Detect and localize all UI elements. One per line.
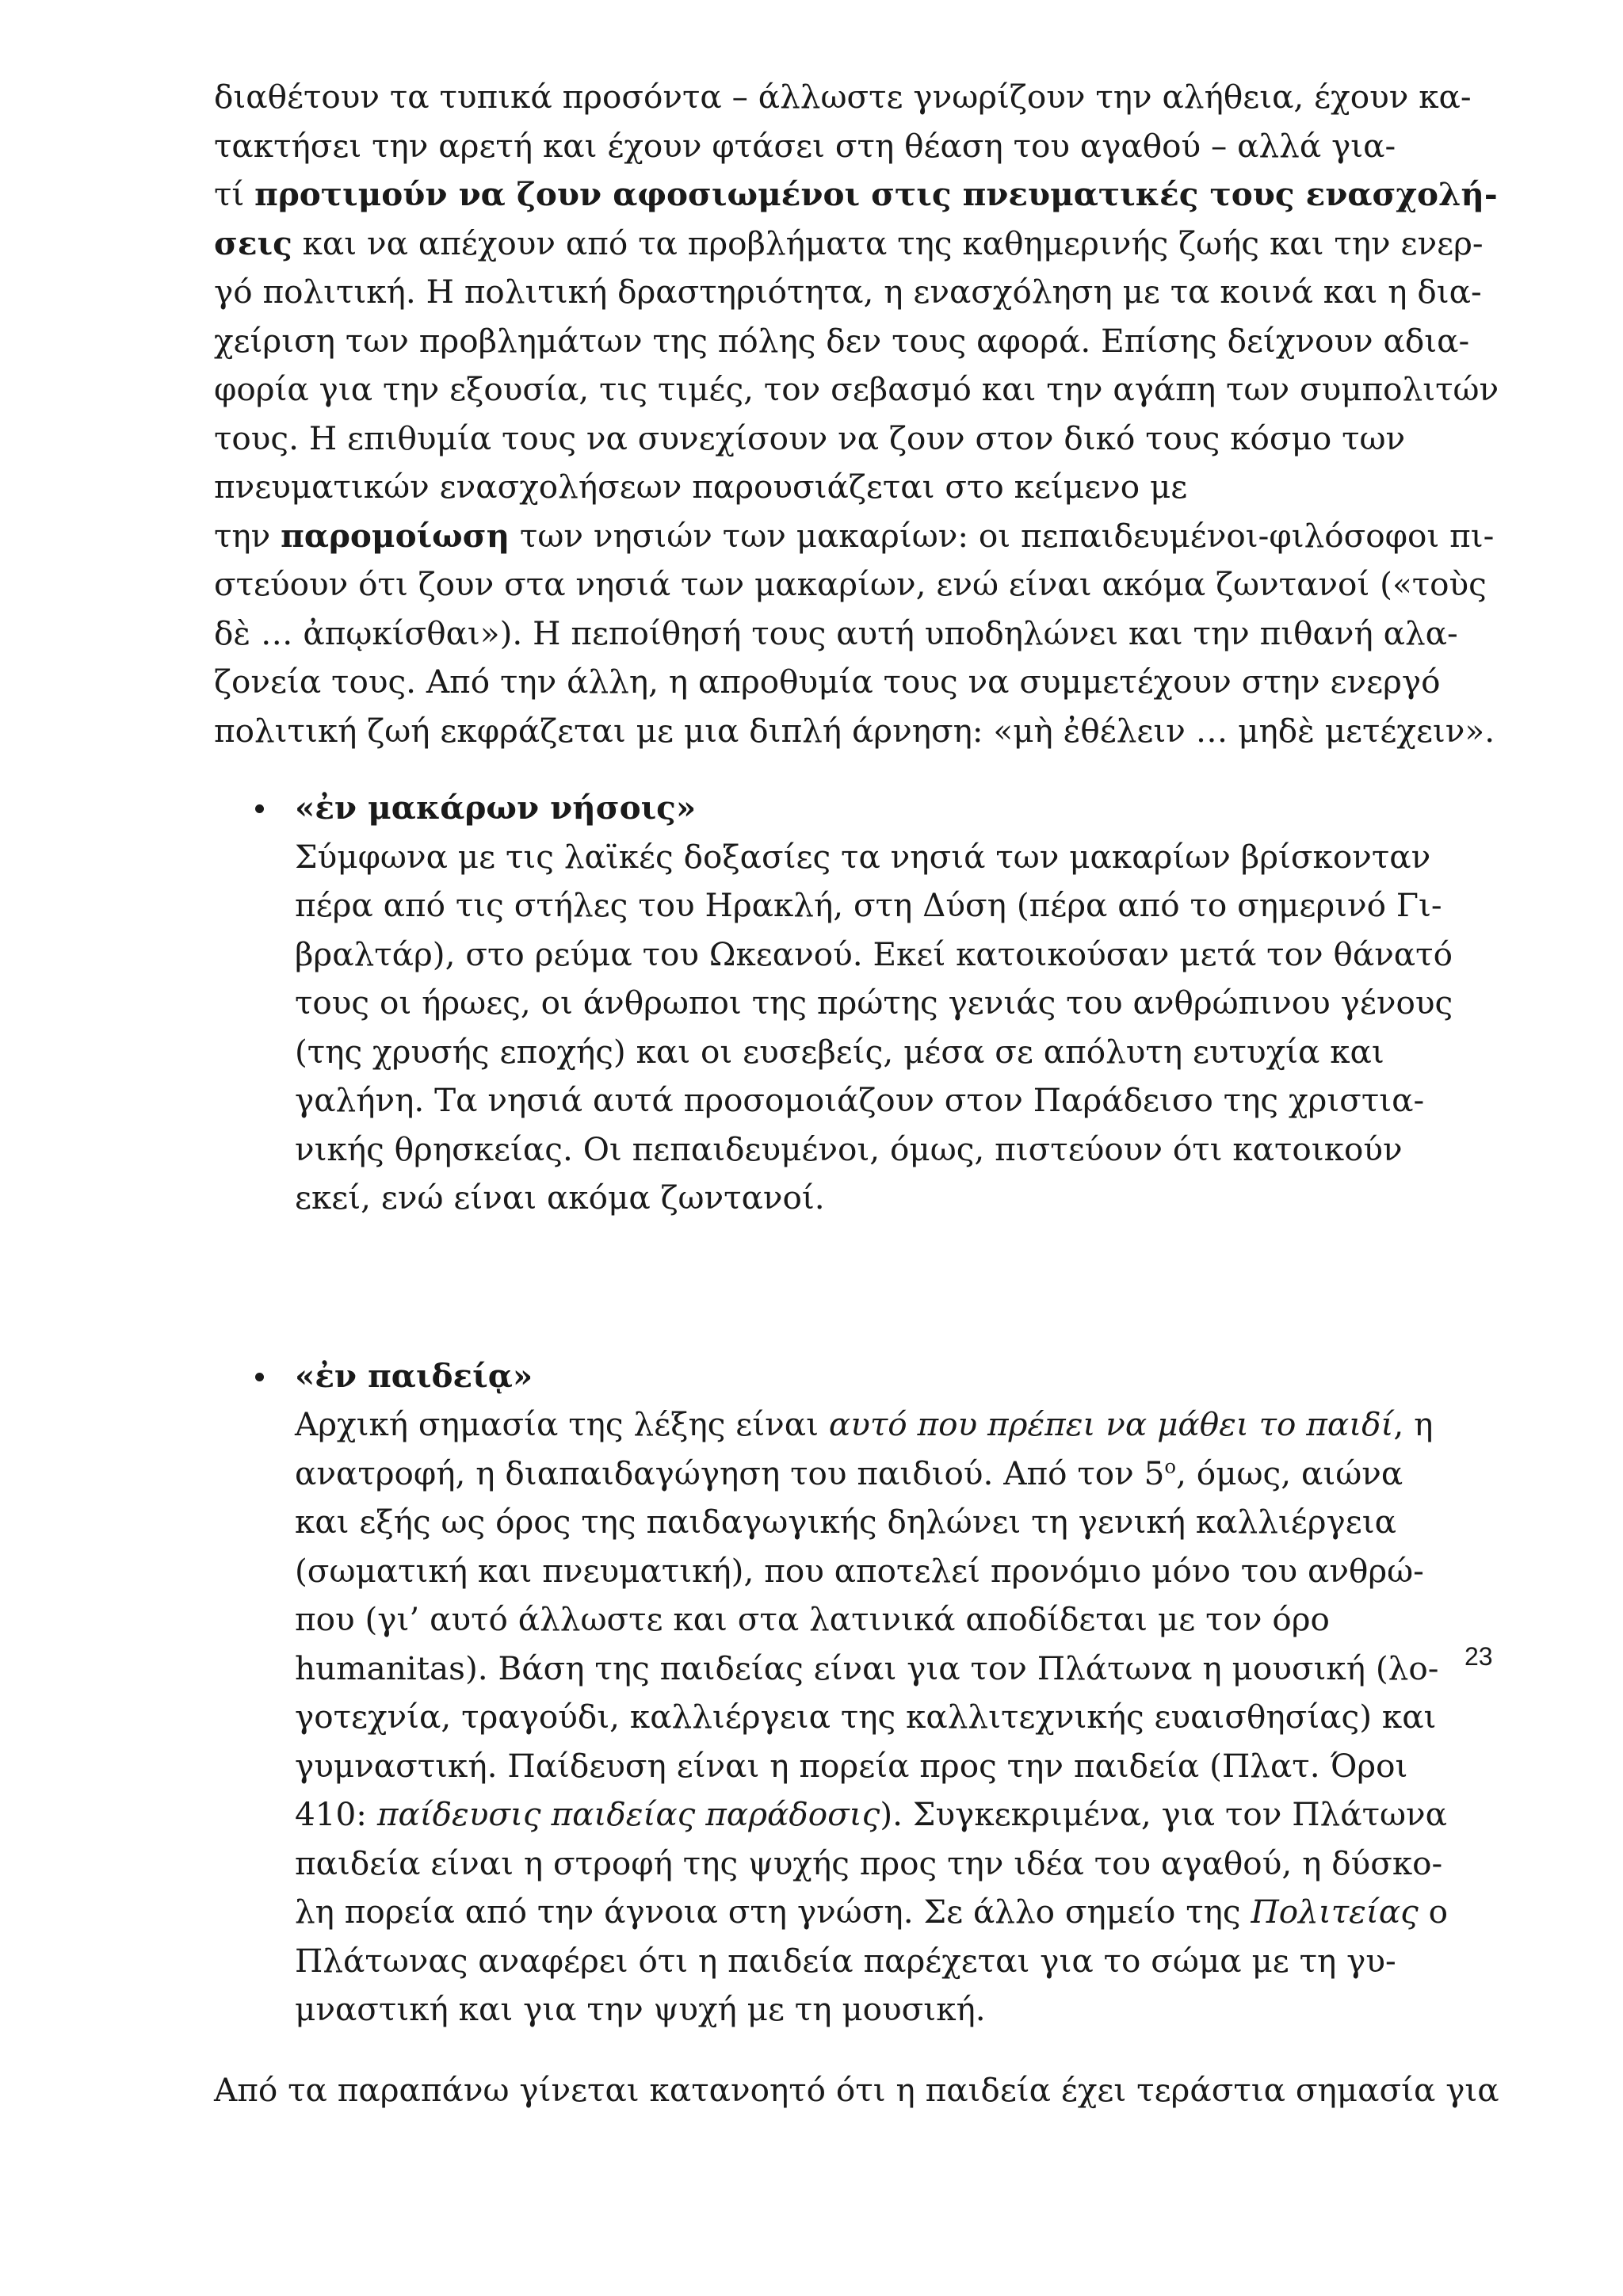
text-line: βραλτάρ), στο ρεύμα του Ωκεανού. Εκεί κατοικούσαν μετά τον θάνατό <box>295 934 1453 973</box>
bullet-heading <box>214 784 1490 833</box>
text-line: γό πολιτική. Η πολιτική δραστηριότητα, η ενασχόληση με τα κοινά και η δια- <box>214 273 1482 311</box>
text-span: ανατροφή, η διαπαιδαγώγηση του παιδιού. Από τον 5 <box>295 1454 1165 1492</box>
text-line: (της χρυσής εποχής) και οι ευσεβείς, μέσα σε απόλυτη ευτυχία και <box>295 1032 1384 1071</box>
text-line: που (γι’ αυτό άλλωστε και στα λατινικά αποδίδεται με τον όρο <box>295 1600 1330 1638</box>
text-line <box>214 220 1490 269</box>
paragraph-closing <box>214 2066 1499 2115</box>
text-line: μναστική και για την ψυχή με τη μουσική. <box>295 1990 986 2028</box>
text-span: και να απέχουν από τα προβλήματα της καθημερινής ζωής και την ενερ- <box>292 223 1484 262</box>
text-line: πνευματικών ενασχολήσεων παρουσιάζεται στο κείμενο με <box>214 468 1188 506</box>
text-line: Από τα παραπάνω γίνεται κατανοητό ότι η παιδεία έχει τεράστια σημασία για <box>214 2070 1499 2109</box>
text-line: ζονεία τους. Από την άλλη, η απροθυμία τους να συμμετέχουν στην ενεργό <box>214 663 1441 701</box>
bullet-makaron-nisois <box>214 784 1490 1223</box>
text-line: (σωματική και πνευματική), που αποτελεί προνόμιο μόνο του ανθρώ- <box>295 1551 1424 1590</box>
text-line: εκεί, ενώ είναι ακόμα ζωντανοί. <box>295 1179 825 1217</box>
bold-term-paromoiosi: παρομοίωση <box>281 516 510 555</box>
text-line: χείριση των προβλημάτων της πόλης δεν τους αφορά. Επίσης δείχνουν αδια- <box>214 321 1470 360</box>
text-line <box>214 1400 1490 1450</box>
text-line: φορία για την εξουσία, τις τιμές, τον σεβασμό και την αγάπη των συμπολιτών <box>214 370 1499 408</box>
text-line: γυμναστική. Παίδευση είναι η πορεία προς την παιδεία (Πλατ. Όροι <box>295 1746 1408 1785</box>
text-line <box>214 1450 1490 1499</box>
bullet-heading-text: «ἐν μακάρων νήσοις» <box>295 789 697 827</box>
page-number: 23 <box>1465 1642 1493 1671</box>
text-line: Σύμφωνα με τις λαϊκές δοξασίες τα νησιά των μακαρίων βρίσκονταν <box>295 837 1431 876</box>
text-line: πέρα από τις στήλες του Ηρακλή, στη Δύση (πέρα από το σημερινό Γι- <box>295 886 1442 924</box>
bold-phrase: σεις <box>214 223 292 262</box>
bold-phrase: προτιμούν να ζουν αφοσιωμένοι στις πνευματικές τους ενασχολή- <box>254 175 1498 213</box>
text-span: λη πορεία από την άγνοια στη γνώση. Σε άλλο σημείο της <box>295 1893 1251 1931</box>
text-span: την <box>214 516 281 555</box>
text-line: τους. Η επιθυμία τους να συνεχίσουν να ζουν στον δικό τους κόσμο των <box>214 418 1406 457</box>
text-span: των νησιών των μακαρίων: οι πεπαιδευμένοι-φιλόσοφοι πι- <box>510 516 1495 555</box>
text-line <box>214 170 1498 220</box>
document-body <box>214 73 1499 2115</box>
text-span: ). Συγκεκριμένα, για τον Πλάτωνα <box>880 1795 1447 1833</box>
text-line: πολιτική ζωή εκφράζεται με μια διπλή άρνηση: «μὴ ἐθέλειν … μηδὲ μετέχειν». <box>214 711 1495 750</box>
text-line: τους οι ήρωες, οι άνθρωποι της πρώτης γενιάς του ανθρώπινου γένους <box>295 984 1453 1022</box>
text-line <box>214 1888 1490 1937</box>
text-span: Αρχική σημασία της λέξης είναι <box>295 1405 829 1443</box>
text-span: 410: <box>295 1795 377 1833</box>
bullet-dot-icon <box>255 1373 264 1381</box>
text-span: ο <box>1418 1893 1449 1931</box>
text-line: humanitas). Βάση της παιδείας είναι για τον Πλάτωνα η μουσική (λο- <box>295 1648 1439 1687</box>
paragraph-intro <box>214 73 1499 755</box>
bullet-dot-icon <box>255 804 264 813</box>
text-line: τακτήσει την αρετή και έχουν φτάσει στη θέαση του αγαθού – αλλά για- <box>214 126 1396 165</box>
text-line: διαθέτουν τα τυπικά προσόντα – άλλωστε γνωρίζουν την αλήθεια, έχουν κα- <box>214 78 1472 116</box>
text-span: , η <box>1393 1405 1434 1443</box>
text-line: γοτεχνία, τραγούδι, καλλιέργεια της καλλιτεχνικής ευαισθησίας) και <box>295 1698 1437 1736</box>
text-line <box>214 1790 1490 1839</box>
text-span: τί <box>214 175 255 213</box>
text-span: , όμως, αιώνα <box>1176 1454 1403 1492</box>
italic-phrase: παίδευσις παιδείας παράδοσις <box>376 1795 880 1833</box>
bullet-paideia <box>214 1352 1490 2034</box>
text-line: Πλάτωνας αναφέρει ότι η παιδεία παρέχεται για το σώμα με τη γυ- <box>295 1941 1396 1980</box>
text-line: γαλήνη. Τα νησιά αυτά προσομοιάζουν στον Παράδεισο της χριστια- <box>295 1081 1425 1119</box>
bullet-heading-text: «ἐν παιδείᾳ» <box>295 1356 533 1395</box>
italic-phrase: αυτό που πρέπει να μάθει το παιδί <box>828 1405 1394 1443</box>
text-line: στεύουν ότι ζουν στα νησιά των μακαρίων, ενώ είναι ακόμα ζωντανοί («τοὺς <box>214 565 1487 603</box>
text-line <box>214 512 1495 561</box>
text-line: και εξής ως όρος της παιδαγωγικής δηλώνει τη γενική καλλιέργεια <box>295 1503 1396 1541</box>
ordinal-superscript: ο <box>1164 1454 1177 1477</box>
bullet-heading <box>214 1352 1490 1401</box>
text-line: δὲ … ἀπῳκίσθαι»). Η πεποίθησή τους αυτή υποδηλώνει και την πιθανή αλα- <box>214 613 1458 652</box>
text-line: νικής θρησκείας. Οι πεπαιδευμένοι, όμως, πιστεύουν ότι κατοικούν <box>295 1129 1403 1168</box>
text-line: παιδεία είναι η στροφή της ψυχής προς την ιδέα του αγαθού, η δύσκο- <box>295 1843 1443 1882</box>
italic-phrase: Πολιτείας <box>1251 1893 1419 1931</box>
